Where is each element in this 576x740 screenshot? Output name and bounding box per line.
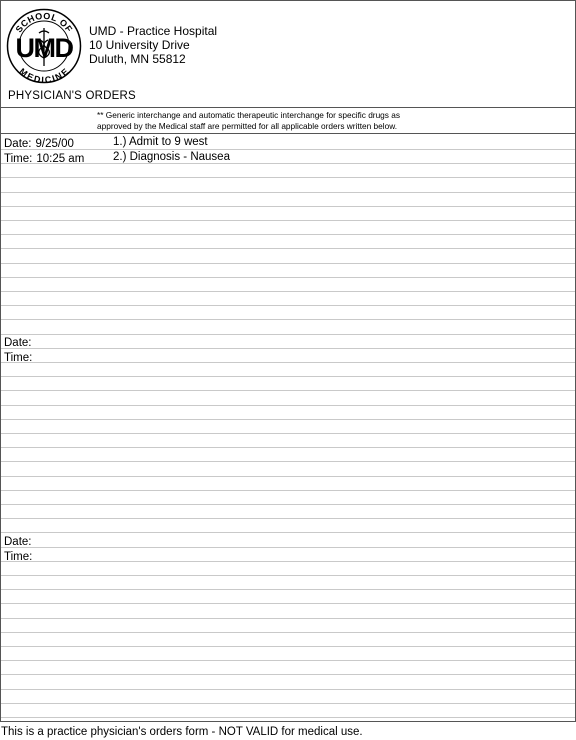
ruled-line bbox=[1, 674, 575, 675]
order-date-row bbox=[4, 337, 36, 349]
order-time-row bbox=[4, 551, 36, 563]
order-date-row bbox=[4, 536, 36, 548]
ruled-line bbox=[1, 689, 575, 690]
order-time-row bbox=[4, 153, 84, 165]
order-time-row bbox=[4, 352, 36, 364]
ruled-line bbox=[1, 476, 575, 477]
ruled-line bbox=[1, 518, 575, 519]
ruled-line bbox=[1, 163, 575, 164]
ruled-line bbox=[1, 561, 575, 562]
order-item: 1.) Admit to 9 west bbox=[113, 136, 208, 148]
ruled-line bbox=[1, 547, 575, 548]
ruled-line bbox=[1, 632, 575, 633]
time-label: Time: bbox=[4, 551, 33, 563]
ruled-line bbox=[1, 447, 575, 448]
hospital-city-state-zip: Duluth, MN 55812 bbox=[89, 52, 186, 66]
order-item: 2.) Diagnosis - Nausea bbox=[113, 151, 230, 163]
ruled-line bbox=[1, 603, 575, 604]
ruled-line bbox=[1, 376, 575, 377]
ruled-line bbox=[1, 362, 575, 363]
time-label: Time: bbox=[4, 153, 33, 165]
hospital-address bbox=[89, 24, 217, 66]
notice-line-1: ** Generic interchange and automatic therapeutic interchange for specific drugs as bbox=[97, 110, 401, 120]
time-label: Time: bbox=[4, 352, 33, 364]
ruled-line bbox=[1, 220, 575, 221]
ruled-line bbox=[1, 717, 575, 718]
date-label: Date: bbox=[4, 536, 32, 548]
ruled-line bbox=[1, 206, 575, 207]
ruled-line bbox=[1, 348, 575, 349]
ruled-line bbox=[1, 177, 575, 178]
hospital-street: 10 University Drive bbox=[89, 38, 190, 52]
notice-line-2: approved by the Medical staff are permitted for all applicable orders written below. bbox=[97, 121, 398, 131]
order-date-row bbox=[4, 138, 74, 150]
ruled-line bbox=[1, 532, 575, 533]
ruled-line bbox=[1, 660, 575, 661]
ruled-line bbox=[1, 277, 575, 278]
date-label: Date: bbox=[4, 138, 32, 150]
footer-disclaimer: This is a practice physician's orders form - NOT VALID for medical use. bbox=[1, 726, 363, 738]
ruled-line bbox=[1, 618, 575, 619]
ruled-line bbox=[1, 589, 575, 590]
logo-center-text: UMD bbox=[15, 33, 73, 63]
school-of-medicine-logo bbox=[6, 8, 82, 84]
ruled-line bbox=[1, 433, 575, 434]
ruled-line bbox=[1, 334, 575, 335]
ruled-line bbox=[1, 263, 575, 264]
time-value: 10:25 am bbox=[36, 153, 85, 165]
form-header bbox=[1, 1, 575, 108]
ruled-line bbox=[1, 419, 575, 420]
date-value: 9/25/00 bbox=[35, 138, 74, 150]
generic-interchange-notice bbox=[1, 108, 575, 134]
logo-top-text: SCHOOL OF bbox=[13, 10, 75, 35]
hospital-name: UMD - Practice Hospital bbox=[89, 24, 218, 38]
ruled-line bbox=[1, 192, 575, 193]
form-title: PHYSICIAN'S ORDERS bbox=[8, 90, 136, 102]
ruled-line bbox=[1, 490, 575, 491]
ruled-line bbox=[1, 234, 575, 235]
logo-bottom-text: MEDICINE bbox=[17, 66, 72, 84]
ruled-line bbox=[1, 461, 575, 462]
ruled-line bbox=[1, 305, 575, 306]
ruled-line bbox=[1, 504, 575, 505]
ruled-line bbox=[1, 575, 575, 576]
ruled-line bbox=[1, 646, 575, 647]
ruled-line bbox=[1, 149, 575, 150]
ruled-line bbox=[1, 405, 575, 406]
date-label: Date: bbox=[4, 337, 32, 349]
ruled-line bbox=[1, 291, 575, 292]
ruled-line bbox=[1, 319, 575, 320]
ruled-line bbox=[1, 703, 575, 704]
ruled-line bbox=[1, 248, 575, 249]
ruled-line bbox=[1, 390, 575, 391]
